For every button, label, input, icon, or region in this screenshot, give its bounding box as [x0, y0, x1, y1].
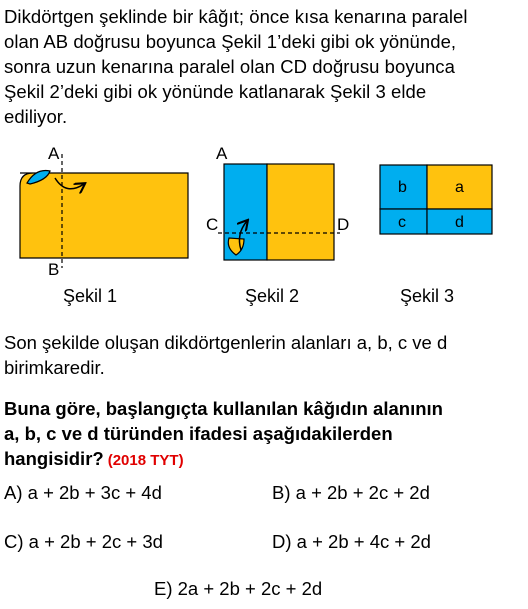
option-c[interactable]: C) a + 2b + 2c + 3d	[4, 531, 163, 552]
intro-line: olan AB doğrusu boyunca Şekil 1’deki gibi ok yönünde,	[4, 31, 457, 52]
yellow-panel	[267, 164, 334, 260]
label-a: A	[216, 144, 228, 163]
intro-line: ediliyor.	[4, 106, 68, 127]
paper-rectangle	[20, 173, 188, 258]
figure-caption: Şekil 3	[400, 286, 455, 306]
label-a: A	[48, 144, 60, 163]
area-description	[4, 330, 524, 380]
description-line: Son şekilde oluşan dikdörtgenlerin alanları a, b, c ve d	[4, 332, 448, 353]
label-c: C	[206, 215, 219, 234]
option-a[interactable]: A) a + 2b + 3c + 4d	[4, 482, 162, 503]
intro-paragraph	[4, 4, 524, 129]
figure-3	[380, 165, 492, 306]
option-d[interactable]: D) a + 2b + 4c + 2d	[272, 531, 431, 552]
intro-line: Şekil 2’deki gibi ok yönünde katlanarak Şekil 3 elde	[4, 81, 427, 102]
cell-c-label: c	[398, 214, 406, 231]
cell-b-label: b	[398, 179, 407, 196]
label-b: B	[48, 260, 60, 279]
intro-line: sonra uzun kenarına paralel olan CD doğrusu boyunca	[4, 56, 455, 77]
question-stem	[4, 396, 524, 473]
cell-d-label: d	[455, 214, 464, 231]
question-line: Buna göre, başlangıçta kullanılan kâğıdın alanının	[4, 398, 443, 419]
question-line	[4, 446, 524, 473]
intro-line: Dikdörtgen şeklinde bir kâğıt; önce kısa kenarına paralel	[4, 6, 468, 27]
figures-diagram	[0, 140, 528, 310]
figure-2	[206, 144, 349, 306]
option-e[interactable]: E) 2a + 2b + 2c + 2d	[154, 578, 323, 599]
figure-1	[20, 144, 188, 306]
label-d: D	[337, 215, 350, 234]
question-line-text: hangisidir?	[4, 448, 104, 469]
figure-caption: Şekil 1	[63, 286, 118, 306]
description-line: birimkaredir.	[4, 357, 105, 378]
cell-a-label: a	[455, 179, 464, 196]
question-line: a, b, c ve d türünden ifadesi aşağıdakilerden	[4, 423, 393, 444]
option-b[interactable]: B) a + 2b + 2c + 2d	[272, 482, 430, 503]
exam-year-tag: (2018 TYT)	[107, 452, 184, 469]
figure-caption: Şekil 2	[245, 286, 300, 306]
